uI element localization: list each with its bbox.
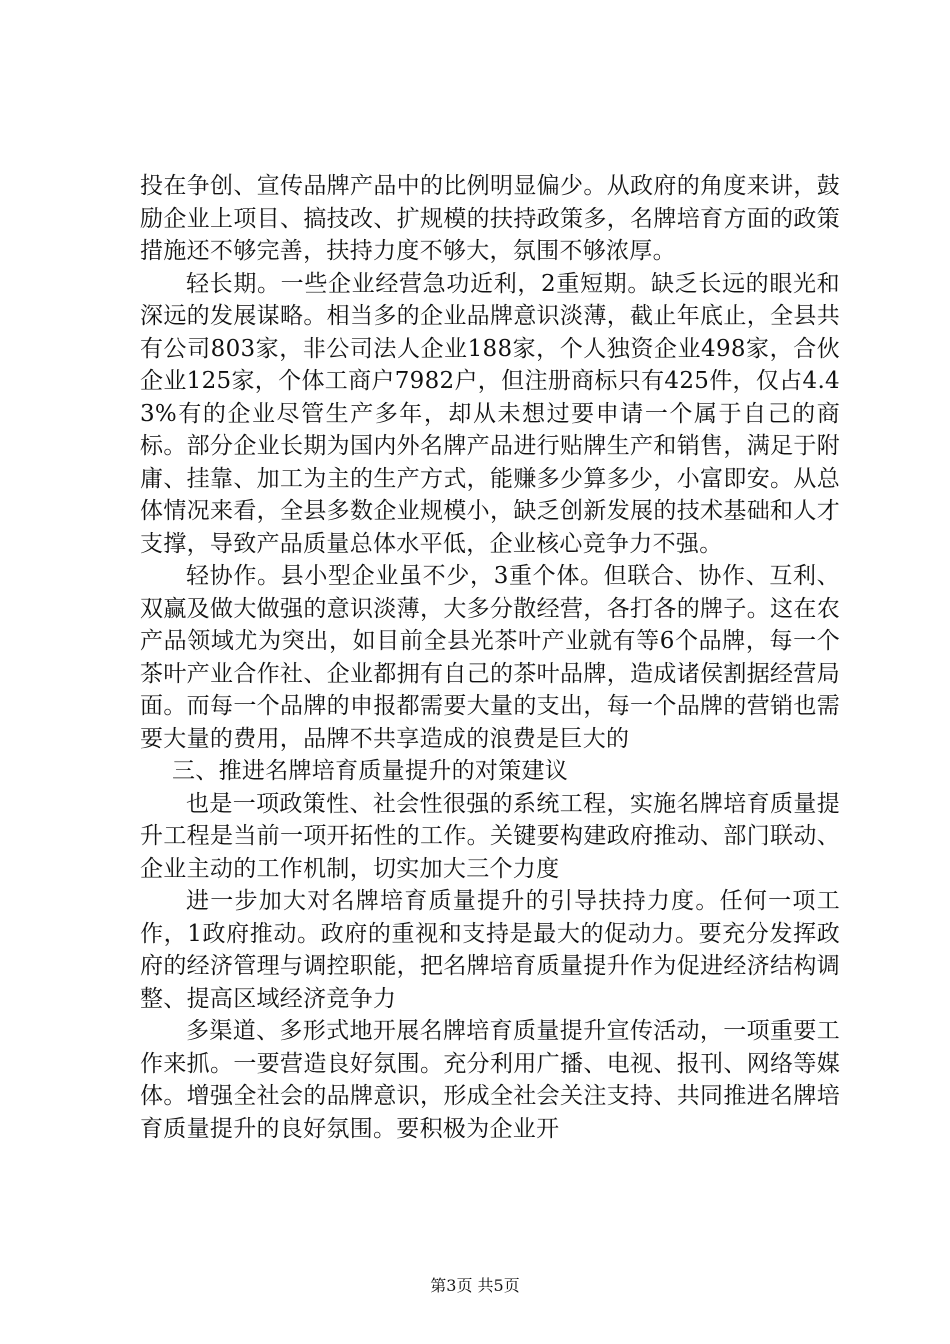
- paragraph-government-promotion: 进一步加大对名牌培育质量提升的引导扶持力度。任何一项工作，1政府推动。政府的重视和支持是最大的促动力。要充分发挥政府的经济管理与调控职能，把名牌培育质量提升作为促进经济结构调整、提高区域经济竞争力: [140, 888, 840, 1012]
- section-heading: 三、推进名牌培育质量提升的对策建议: [172, 758, 569, 784]
- paragraph-system-engineering: 也是一项政策性、社会性很强的系统工程，实施名牌培育质量提升工程是当前一项开拓性的工作。关键要构建政府推动、部门联动、企业主动的工作机制，切实加大三个力度: [140, 790, 840, 882]
- document-body: [140, 170, 840, 1145]
- paragraph-long-term: 轻长期。一些企业经营急功近利，2重短期。缺乏长远的眼光和深远的发展谋略。相当多的企业品牌意识淡薄，截止年底止，全县共有公司803家，非公司法人企业188家，个人独资企业498家，合伙企业125家，个体工商户7982户，但注册商标只有425件，仅占4.43%有的企业尽管生产多年，却从未想过要申请一个属于自己的商标。部分企业长期为国内外名牌产品进行贴牌生产和销售，满足于附庸、挂靠、加工为主的生产方式，能赚多少算多少，小富即安。从总体情况来看，全县多数企业规模小，缺乏创新发展的技术基础和人才支撑，导致产品质量总体水平低，企业核心竞争力不强。: [140, 270, 840, 557]
- paragraph-continuation: 投在争创、宣传品牌产品中的比例明显偏少。从政府的角度来讲，鼓励企业上项目、搞技改、扩规模的扶持政策多，名牌培育方面的政策措施还不够完善，扶持力度不够大，氛围不够浓厚。: [140, 173, 840, 264]
- paragraph-publicity: 多渠道、多形式地开展名牌培育质量提升宣传活动，一项重要工作来抓。一要营造良好氛围。充分利用广播、电视、报刊、网络等媒体。增强全社会的品牌意识，形成全社会关注支持、共同推进名牌培育质量提升的良好氛围。要积极为企业开: [140, 1018, 840, 1142]
- paragraph-cooperation: 轻协作。县小型企业虽不少，3重个体。但联合、协作、互利、双赢及做大做强的意识淡薄，大多分散经营，各打各的牌子。这在农产品领域尤为突出，如目前全县光茶叶产业就有等6个品牌，每一个茶叶产业合作社、企业都拥有自己的茶叶品牌，造成诸侯割据经营局面。而每一个品牌的申报都需要大量的支出，每一个品牌的营销也需要大量的费用，品牌不共享造成的浪费是巨大的: [140, 563, 840, 752]
- page-number-footer: 第3页 共5页: [430, 1276, 520, 1295]
